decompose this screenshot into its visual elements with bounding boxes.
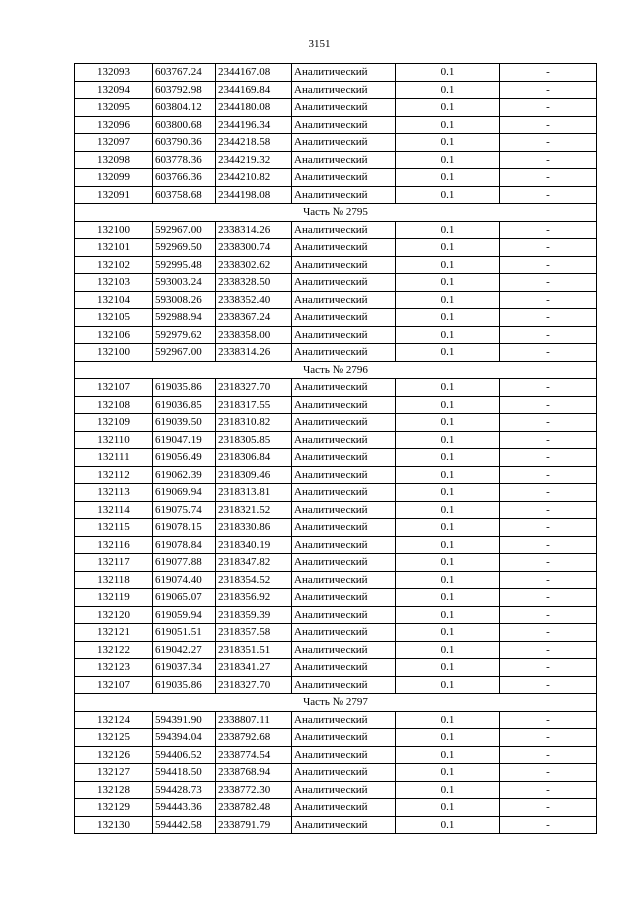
point-id-cell: 132124 xyxy=(75,711,153,729)
y-coordinate-cell: 2338774.54 xyxy=(216,746,292,764)
x-coordinate-cell: 619059.94 xyxy=(153,606,216,624)
accuracy-cell: 0.1 xyxy=(396,554,500,572)
method-cell: Аналитический xyxy=(292,81,396,99)
note-cell: - xyxy=(500,169,597,187)
point-id-cell: 132106 xyxy=(75,326,153,344)
accuracy-cell: 0.1 xyxy=(396,81,500,99)
point-id-cell: 132126 xyxy=(75,746,153,764)
point-id-cell: 132107 xyxy=(75,676,153,694)
method-cell: Аналитический xyxy=(292,256,396,274)
note-cell: - xyxy=(500,151,597,169)
part-header-label: Часть № 2795 xyxy=(75,204,597,222)
point-id-cell: 132108 xyxy=(75,396,153,414)
method-cell: Аналитический xyxy=(292,501,396,519)
table-row xyxy=(75,484,597,502)
accuracy-cell: 0.1 xyxy=(396,344,500,362)
method-cell: Аналитический xyxy=(292,589,396,607)
x-coordinate-cell: 594406.52 xyxy=(153,746,216,764)
x-coordinate-cell: 603804.12 xyxy=(153,99,216,117)
table-row xyxy=(75,746,597,764)
accuracy-cell: 0.1 xyxy=(396,571,500,589)
accuracy-cell: 0.1 xyxy=(396,169,500,187)
x-coordinate-cell: 603766.36 xyxy=(153,169,216,187)
note-cell: - xyxy=(500,116,597,134)
method-cell: Аналитический xyxy=(292,816,396,834)
y-coordinate-cell: 2338807.11 xyxy=(216,711,292,729)
accuracy-cell: 0.1 xyxy=(396,414,500,432)
y-coordinate-cell: 2338314.26 xyxy=(216,344,292,362)
note-cell: - xyxy=(500,186,597,204)
note-cell: - xyxy=(500,589,597,607)
x-coordinate-cell: 593003.24 xyxy=(153,274,216,292)
table-row xyxy=(75,554,597,572)
method-cell: Аналитический xyxy=(292,64,396,82)
x-coordinate-cell: 619051.51 xyxy=(153,624,216,642)
y-coordinate-cell: 2318327.70 xyxy=(216,676,292,694)
x-coordinate-cell: 619035.86 xyxy=(153,379,216,397)
accuracy-cell: 0.1 xyxy=(396,589,500,607)
point-id-cell: 132095 xyxy=(75,99,153,117)
table-row xyxy=(75,729,597,747)
x-coordinate-cell: 594443.36 xyxy=(153,799,216,817)
y-coordinate-cell: 2344198.08 xyxy=(216,186,292,204)
table-row xyxy=(75,64,597,82)
method-cell: Аналитический xyxy=(292,414,396,432)
method-cell: Аналитический xyxy=(292,606,396,624)
note-cell: - xyxy=(500,624,597,642)
x-coordinate-cell: 592969.50 xyxy=(153,239,216,257)
x-coordinate-cell: 603800.68 xyxy=(153,116,216,134)
x-coordinate-cell: 592967.00 xyxy=(153,344,216,362)
point-id-cell: 132110 xyxy=(75,431,153,449)
x-coordinate-cell: 603758.68 xyxy=(153,186,216,204)
method-cell: Аналитический xyxy=(292,344,396,362)
method-cell: Аналитический xyxy=(292,221,396,239)
note-cell: - xyxy=(500,536,597,554)
y-coordinate-cell: 2318306.84 xyxy=(216,449,292,467)
x-coordinate-cell: 619065.07 xyxy=(153,589,216,607)
y-coordinate-cell: 2338791.79 xyxy=(216,816,292,834)
x-coordinate-cell: 619035.86 xyxy=(153,676,216,694)
x-coordinate-cell: 592967.00 xyxy=(153,221,216,239)
method-cell: Аналитический xyxy=(292,134,396,152)
accuracy-cell: 0.1 xyxy=(396,501,500,519)
accuracy-cell: 0.1 xyxy=(396,99,500,117)
part-header-row xyxy=(75,204,597,222)
method-cell: Аналитический xyxy=(292,484,396,502)
y-coordinate-cell: 2344180.08 xyxy=(216,99,292,117)
x-coordinate-cell: 594391.90 xyxy=(153,711,216,729)
note-cell: - xyxy=(500,781,597,799)
point-id-cell: 132116 xyxy=(75,536,153,554)
accuracy-cell: 0.1 xyxy=(396,536,500,554)
y-coordinate-cell: 2344219.32 xyxy=(216,151,292,169)
y-coordinate-cell: 2344167.08 xyxy=(216,64,292,82)
table-row xyxy=(75,99,597,117)
note-cell: - xyxy=(500,291,597,309)
y-coordinate-cell: 2318321.52 xyxy=(216,501,292,519)
coordinates-table xyxy=(74,63,597,834)
x-coordinate-cell: 594428.73 xyxy=(153,781,216,799)
y-coordinate-cell: 2318357.58 xyxy=(216,624,292,642)
table-row xyxy=(75,781,597,799)
y-coordinate-cell: 2318354.52 xyxy=(216,571,292,589)
note-cell: - xyxy=(500,519,597,537)
table-row xyxy=(75,501,597,519)
note-cell: - xyxy=(500,414,597,432)
point-id-cell: 132102 xyxy=(75,256,153,274)
y-coordinate-cell: 2318356.92 xyxy=(216,589,292,607)
method-cell: Аналитический xyxy=(292,239,396,257)
point-id-cell: 132125 xyxy=(75,729,153,747)
method-cell: Аналитический xyxy=(292,729,396,747)
point-id-cell: 132096 xyxy=(75,116,153,134)
accuracy-cell: 0.1 xyxy=(396,291,500,309)
method-cell: Аналитический xyxy=(292,169,396,187)
part-header-row xyxy=(75,694,597,712)
point-id-cell: 132093 xyxy=(75,64,153,82)
table-row xyxy=(75,396,597,414)
point-id-cell: 132121 xyxy=(75,624,153,642)
accuracy-cell: 0.1 xyxy=(396,116,500,134)
y-coordinate-cell: 2318327.70 xyxy=(216,379,292,397)
table-row xyxy=(75,606,597,624)
accuracy-cell: 0.1 xyxy=(396,64,500,82)
note-cell: - xyxy=(500,484,597,502)
point-id-cell: 132112 xyxy=(75,466,153,484)
table-row xyxy=(75,414,597,432)
y-coordinate-cell: 2338328.50 xyxy=(216,274,292,292)
table-row xyxy=(75,816,597,834)
table-row xyxy=(75,116,597,134)
table-row xyxy=(75,536,597,554)
y-coordinate-cell: 2338358.00 xyxy=(216,326,292,344)
x-coordinate-cell: 619077.88 xyxy=(153,554,216,572)
accuracy-cell: 0.1 xyxy=(396,151,500,169)
x-coordinate-cell: 592995.48 xyxy=(153,256,216,274)
x-coordinate-cell: 619062.39 xyxy=(153,466,216,484)
method-cell: Аналитический xyxy=(292,659,396,677)
method-cell: Аналитический xyxy=(292,186,396,204)
y-coordinate-cell: 2338352.40 xyxy=(216,291,292,309)
y-coordinate-cell: 2338367.24 xyxy=(216,309,292,327)
accuracy-cell: 0.1 xyxy=(396,519,500,537)
x-coordinate-cell: 619078.15 xyxy=(153,519,216,537)
note-cell: - xyxy=(500,659,597,677)
y-coordinate-cell: 2344196.34 xyxy=(216,116,292,134)
x-coordinate-cell: 619039.50 xyxy=(153,414,216,432)
accuracy-cell: 0.1 xyxy=(396,676,500,694)
x-coordinate-cell: 619036.85 xyxy=(153,396,216,414)
method-cell: Аналитический xyxy=(292,764,396,782)
note-cell: - xyxy=(500,501,597,519)
point-id-cell: 132120 xyxy=(75,606,153,624)
accuracy-cell: 0.1 xyxy=(396,239,500,257)
point-id-cell: 132100 xyxy=(75,221,153,239)
x-coordinate-cell: 619078.84 xyxy=(153,536,216,554)
table-row xyxy=(75,186,597,204)
y-coordinate-cell: 2318305.85 xyxy=(216,431,292,449)
note-cell: - xyxy=(500,344,597,362)
point-id-cell: 132127 xyxy=(75,764,153,782)
table-row xyxy=(75,449,597,467)
method-cell: Аналитический xyxy=(292,799,396,817)
table-row xyxy=(75,151,597,169)
point-id-cell: 132117 xyxy=(75,554,153,572)
x-coordinate-cell: 603778.36 xyxy=(153,151,216,169)
point-id-cell: 132105 xyxy=(75,309,153,327)
point-id-cell: 132119 xyxy=(75,589,153,607)
table-row xyxy=(75,589,597,607)
method-cell: Аналитический xyxy=(292,151,396,169)
y-coordinate-cell: 2344218.58 xyxy=(216,134,292,152)
y-coordinate-cell: 2318340.19 xyxy=(216,536,292,554)
y-coordinate-cell: 2318359.39 xyxy=(216,606,292,624)
note-cell: - xyxy=(500,799,597,817)
y-coordinate-cell: 2318313.81 xyxy=(216,484,292,502)
x-coordinate-cell: 619074.40 xyxy=(153,571,216,589)
note-cell: - xyxy=(500,676,597,694)
note-cell: - xyxy=(500,256,597,274)
accuracy-cell: 0.1 xyxy=(396,816,500,834)
point-id-cell: 132101 xyxy=(75,239,153,257)
y-coordinate-cell: 2338314.26 xyxy=(216,221,292,239)
point-id-cell: 132107 xyxy=(75,379,153,397)
x-coordinate-cell: 619047.19 xyxy=(153,431,216,449)
table-row xyxy=(75,659,597,677)
x-coordinate-cell: 592979.62 xyxy=(153,326,216,344)
method-cell: Аналитический xyxy=(292,379,396,397)
table-row xyxy=(75,256,597,274)
note-cell: - xyxy=(500,64,597,82)
accuracy-cell: 0.1 xyxy=(396,484,500,502)
note-cell: - xyxy=(500,764,597,782)
note-cell: - xyxy=(500,239,597,257)
note-cell: - xyxy=(500,816,597,834)
method-cell: Аналитический xyxy=(292,291,396,309)
note-cell: - xyxy=(500,729,597,747)
point-id-cell: 132128 xyxy=(75,781,153,799)
accuracy-cell: 0.1 xyxy=(396,134,500,152)
table-row xyxy=(75,676,597,694)
y-coordinate-cell: 2344169.84 xyxy=(216,81,292,99)
point-id-cell: 132104 xyxy=(75,291,153,309)
y-coordinate-cell: 2318347.82 xyxy=(216,554,292,572)
x-coordinate-cell: 603767.24 xyxy=(153,64,216,82)
accuracy-cell: 0.1 xyxy=(396,221,500,239)
x-coordinate-cell: 603790.36 xyxy=(153,134,216,152)
method-cell: Аналитический xyxy=(292,116,396,134)
method-cell: Аналитический xyxy=(292,431,396,449)
note-cell: - xyxy=(500,711,597,729)
x-coordinate-cell: 619069.94 xyxy=(153,484,216,502)
note-cell: - xyxy=(500,379,597,397)
method-cell: Аналитический xyxy=(292,274,396,292)
accuracy-cell: 0.1 xyxy=(396,711,500,729)
point-id-cell: 132114 xyxy=(75,501,153,519)
part-header-label: Часть № 2797 xyxy=(75,694,597,712)
y-coordinate-cell: 2318351.51 xyxy=(216,641,292,659)
point-id-cell: 132123 xyxy=(75,659,153,677)
x-coordinate-cell: 594442.58 xyxy=(153,816,216,834)
table-row xyxy=(75,799,597,817)
note-cell: - xyxy=(500,554,597,572)
note-cell: - xyxy=(500,746,597,764)
y-coordinate-cell: 2338302.62 xyxy=(216,256,292,274)
accuracy-cell: 0.1 xyxy=(396,624,500,642)
point-id-cell: 132111 xyxy=(75,449,153,467)
method-cell: Аналитический xyxy=(292,746,396,764)
note-cell: - xyxy=(500,134,597,152)
accuracy-cell: 0.1 xyxy=(396,764,500,782)
method-cell: Аналитический xyxy=(292,781,396,799)
x-coordinate-cell: 593008.26 xyxy=(153,291,216,309)
point-id-cell: 132109 xyxy=(75,414,153,432)
point-id-cell: 132113 xyxy=(75,484,153,502)
point-id-cell: 132129 xyxy=(75,799,153,817)
coordinates-table-body xyxy=(75,64,597,834)
accuracy-cell: 0.1 xyxy=(396,309,500,327)
y-coordinate-cell: 2338792.68 xyxy=(216,729,292,747)
point-id-cell: 132130 xyxy=(75,816,153,834)
y-coordinate-cell: 2318310.82 xyxy=(216,414,292,432)
accuracy-cell: 0.1 xyxy=(396,659,500,677)
accuracy-cell: 0.1 xyxy=(396,396,500,414)
part-header-row xyxy=(75,361,597,379)
point-id-cell: 132100 xyxy=(75,344,153,362)
accuracy-cell: 0.1 xyxy=(396,606,500,624)
method-cell: Аналитический xyxy=(292,641,396,659)
x-coordinate-cell: 594394.04 xyxy=(153,729,216,747)
method-cell: Аналитический xyxy=(292,466,396,484)
y-coordinate-cell: 2338772.30 xyxy=(216,781,292,799)
point-id-cell: 132098 xyxy=(75,151,153,169)
point-id-cell: 132118 xyxy=(75,571,153,589)
note-cell: - xyxy=(500,274,597,292)
y-coordinate-cell: 2318330.86 xyxy=(216,519,292,537)
method-cell: Аналитический xyxy=(292,571,396,589)
method-cell: Аналитический xyxy=(292,676,396,694)
x-coordinate-cell: 594418.50 xyxy=(153,764,216,782)
accuracy-cell: 0.1 xyxy=(396,799,500,817)
method-cell: Аналитический xyxy=(292,396,396,414)
table-row xyxy=(75,169,597,187)
point-id-cell: 132122 xyxy=(75,641,153,659)
table-row xyxy=(75,711,597,729)
accuracy-cell: 0.1 xyxy=(396,729,500,747)
accuracy-cell: 0.1 xyxy=(396,641,500,659)
table-row xyxy=(75,571,597,589)
table-row xyxy=(75,81,597,99)
accuracy-cell: 0.1 xyxy=(396,449,500,467)
y-coordinate-cell: 2318309.46 xyxy=(216,466,292,484)
table-row xyxy=(75,309,597,327)
table-row xyxy=(75,764,597,782)
x-coordinate-cell: 592988.94 xyxy=(153,309,216,327)
table-row xyxy=(75,326,597,344)
x-coordinate-cell: 619075.74 xyxy=(153,501,216,519)
note-cell: - xyxy=(500,326,597,344)
method-cell: Аналитический xyxy=(292,519,396,537)
method-cell: Аналитический xyxy=(292,309,396,327)
accuracy-cell: 0.1 xyxy=(396,326,500,344)
point-id-cell: 132103 xyxy=(75,274,153,292)
method-cell: Аналитический xyxy=(292,449,396,467)
table-row xyxy=(75,624,597,642)
accuracy-cell: 0.1 xyxy=(396,431,500,449)
y-coordinate-cell: 2338782.48 xyxy=(216,799,292,817)
x-coordinate-cell: 603792.98 xyxy=(153,81,216,99)
note-cell: - xyxy=(500,221,597,239)
note-cell: - xyxy=(500,466,597,484)
table-row xyxy=(75,431,597,449)
point-id-cell: 132115 xyxy=(75,519,153,537)
accuracy-cell: 0.1 xyxy=(396,781,500,799)
table-row xyxy=(75,519,597,537)
table-row xyxy=(75,379,597,397)
note-cell: - xyxy=(500,309,597,327)
method-cell: Аналитический xyxy=(292,99,396,117)
point-id-cell: 132097 xyxy=(75,134,153,152)
accuracy-cell: 0.1 xyxy=(396,379,500,397)
y-coordinate-cell: 2344210.82 xyxy=(216,169,292,187)
accuracy-cell: 0.1 xyxy=(396,256,500,274)
point-id-cell: 132094 xyxy=(75,81,153,99)
page-number: 3151 xyxy=(308,38,331,50)
x-coordinate-cell: 619037.34 xyxy=(153,659,216,677)
note-cell: - xyxy=(500,641,597,659)
y-coordinate-cell: 2338768.94 xyxy=(216,764,292,782)
table-row xyxy=(75,239,597,257)
table-row xyxy=(75,344,597,362)
note-cell: - xyxy=(500,571,597,589)
note-cell: - xyxy=(500,431,597,449)
table-row xyxy=(75,466,597,484)
point-id-cell: 132099 xyxy=(75,169,153,187)
y-coordinate-cell: 2318317.55 xyxy=(216,396,292,414)
method-cell: Аналитический xyxy=(292,554,396,572)
accuracy-cell: 0.1 xyxy=(396,466,500,484)
y-coordinate-cell: 2338300.74 xyxy=(216,239,292,257)
x-coordinate-cell: 619042.27 xyxy=(153,641,216,659)
note-cell: - xyxy=(500,449,597,467)
method-cell: Аналитический xyxy=(292,624,396,642)
table-row xyxy=(75,641,597,659)
x-coordinate-cell: 619056.49 xyxy=(153,449,216,467)
accuracy-cell: 0.1 xyxy=(396,186,500,204)
part-header-label: Часть № 2796 xyxy=(75,361,597,379)
method-cell: Аналитический xyxy=(292,536,396,554)
accuracy-cell: 0.1 xyxy=(396,746,500,764)
method-cell: Аналитический xyxy=(292,711,396,729)
point-id-cell: 132091 xyxy=(75,186,153,204)
note-cell: - xyxy=(500,81,597,99)
note-cell: - xyxy=(500,396,597,414)
table-row xyxy=(75,134,597,152)
note-cell: - xyxy=(500,99,597,117)
method-cell: Аналитический xyxy=(292,326,396,344)
accuracy-cell: 0.1 xyxy=(396,274,500,292)
y-coordinate-cell: 2318341.27 xyxy=(216,659,292,677)
note-cell: - xyxy=(500,606,597,624)
table-row xyxy=(75,274,597,292)
table-row xyxy=(75,221,597,239)
table-row xyxy=(75,291,597,309)
